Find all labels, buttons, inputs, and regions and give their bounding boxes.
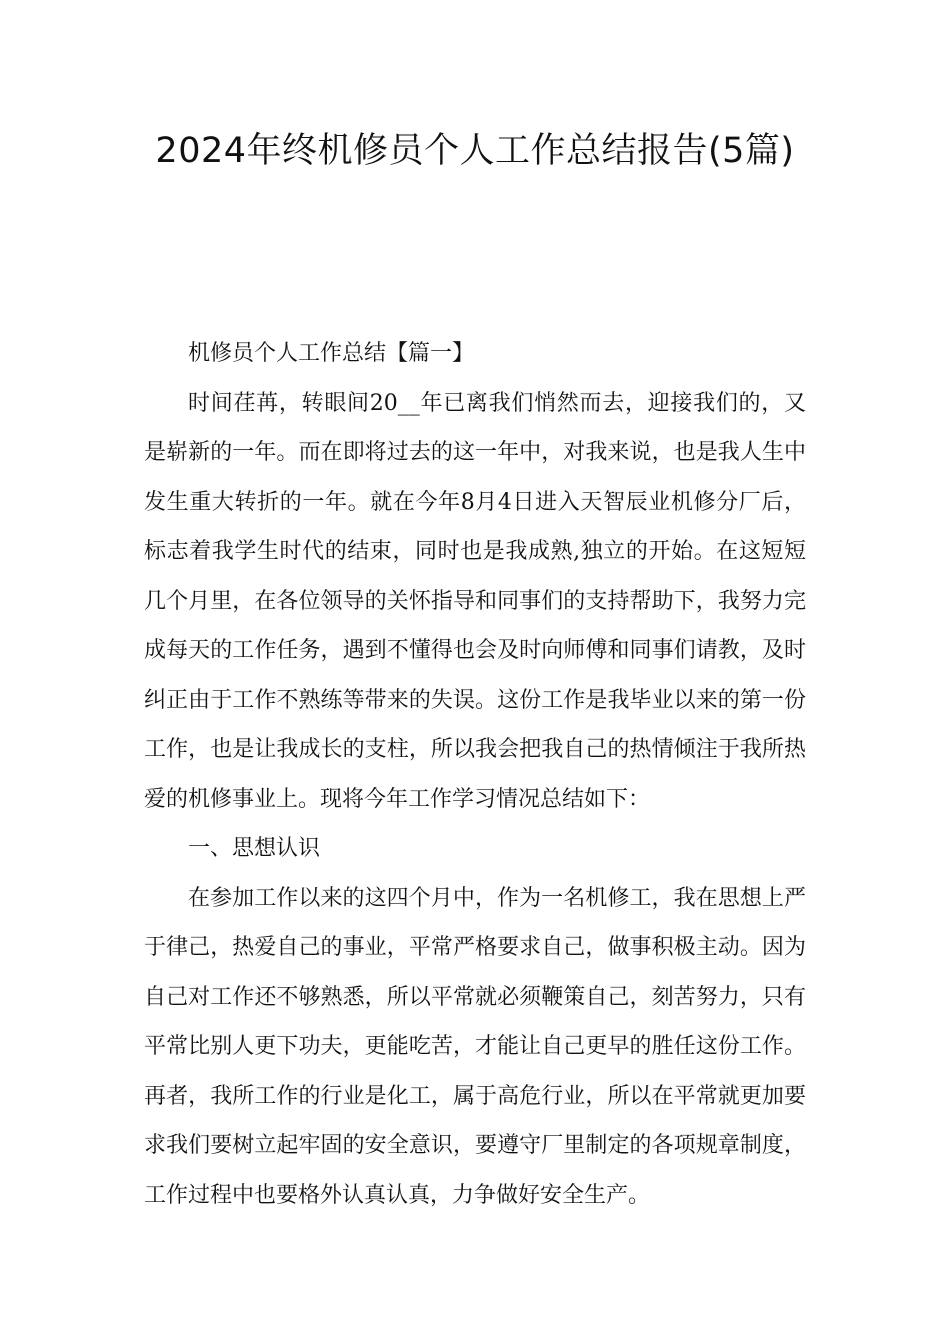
section-heading: 机修员个人工作总结【篇一】	[188, 341, 475, 366]
document-title: 2024年终机修员个人工作总结报告(5篇)	[155, 131, 795, 171]
document-body	[144, 329, 806, 1220]
body-paragraph: 在参加工作以来的这四个月中，作为一名机修工，我在思想上严于律己，热爱自己的事业，平常严格要求自己，做事积极主动。因为自己对工作还不够熟悉，所以平常就必须鞭策自己，刻苦努力，只有平常比别人更下功夫，更能吃苦，才能让自己更早的胜任这份工作。再者，我所工作的行业是化工，属于高危行业，所以在平常就更加要求我们要树立起牢固的安全意识，要遵守厂里制定的各项规章制度，工作过程中也要格外认真认真，力争做好安全生产。	[144, 885, 806, 1208]
subsection-heading: 一、思想认识	[188, 836, 321, 861]
body-paragraph: 时间荏苒，转眼间20__年已离我们悄然而去，迎接我们的，又是崭新的一年。而在即将过去的这一年中，对我来说，也是我人生中发生重大转折的一年。就在今年8月4日进入天智辰业机修分厂后，标志着我学生时代的结束，同时也是我成熟,独立的开始。在这短短几个月里，在各位领导的关怀指导和同事们的支持帮助下，我努力完成每天的工作任务，遇到不懂得也会及时向师傅和同事们请教，及时纠正由于工作不熟练等带来的失误。这份工作是我毕业以来的第一份工作，也是让我成长的支柱，所以我会把我自己的热情倾注于我所热爱的机修事业上。现将今年工作学习情况总结如下：	[144, 390, 806, 812]
